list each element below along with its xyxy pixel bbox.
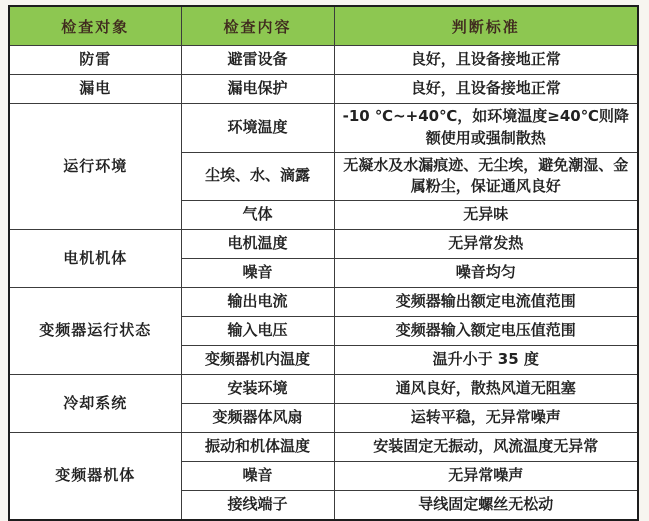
standard-cell: 无异常噪声 (334, 462, 638, 491)
table-row (9, 375, 638, 404)
object-cell: 变频器运行状态 (9, 288, 181, 375)
standard-cell: 温升小于 35 度 (334, 346, 638, 375)
standard-cell: -10 ℃~+40℃，如环境温度≥40℃则降额使用或强制散热 (334, 104, 638, 153)
content-cell: 尘埃、水、滴露 (181, 152, 334, 201)
table-body (9, 46, 638, 521)
content-cell: 环境温度 (181, 104, 334, 153)
table-row (9, 46, 638, 75)
standard-cell: 变频器输出额定电流值范围 (334, 288, 638, 317)
standard-cell: 变频器输入额定电压值范围 (334, 317, 638, 346)
header-row (9, 6, 638, 46)
table-row (9, 288, 638, 317)
table-header (9, 6, 638, 46)
content-cell: 变频器体风扇 (181, 404, 334, 433)
content-cell: 电机温度 (181, 230, 334, 259)
header-cell-object: 检查对象 (9, 6, 181, 46)
standard-cell: 无异常发热 (334, 230, 638, 259)
standard-cell: 运转平稳，无异常噪声 (334, 404, 638, 433)
content-cell: 噪音 (181, 462, 334, 491)
content-cell: 避雷设备 (181, 46, 334, 75)
content-cell: 输出电流 (181, 288, 334, 317)
table-row (9, 433, 638, 462)
standard-cell: 导线固定螺丝无松动 (334, 491, 638, 521)
header-cell-standard: 判断标准 (334, 6, 638, 46)
object-cell: 变频器机体 (9, 433, 181, 521)
object-cell: 冷却系统 (9, 375, 181, 433)
content-cell: 气体 (181, 201, 334, 230)
standard-cell: 良好，且设备接地正常 (334, 75, 638, 104)
object-cell: 电机机体 (9, 230, 181, 288)
standard-cell: 噪音均匀 (334, 259, 638, 288)
table-row (9, 230, 638, 259)
standard-cell: 通风良好，散热风道无阻塞 (334, 375, 638, 404)
object-cell: 防雷 (9, 46, 181, 75)
content-cell: 接线端子 (181, 491, 334, 521)
content-cell: 输入电压 (181, 317, 334, 346)
content-cell: 变频器机内温度 (181, 346, 334, 375)
standard-cell: 无凝水及水漏痕迹、无尘埃，避免潮湿、金属粉尘，保证通风良好 (334, 152, 638, 201)
content-cell: 漏电保护 (181, 75, 334, 104)
inspection-table (8, 5, 639, 521)
standard-cell: 无异味 (334, 201, 638, 230)
object-cell: 漏电 (9, 75, 181, 104)
content-cell: 振动和机体温度 (181, 433, 334, 462)
standard-cell: 良好，且设备接地正常 (334, 46, 638, 75)
header-cell-content: 检查内容 (181, 6, 334, 46)
standard-cell: 安装固定无振动，风流温度无异常 (334, 433, 638, 462)
content-cell: 安装环境 (181, 375, 334, 404)
table-row (9, 104, 638, 153)
object-cell: 运行环境 (9, 104, 181, 230)
content-cell: 噪音 (181, 259, 334, 288)
table-row (9, 75, 638, 104)
